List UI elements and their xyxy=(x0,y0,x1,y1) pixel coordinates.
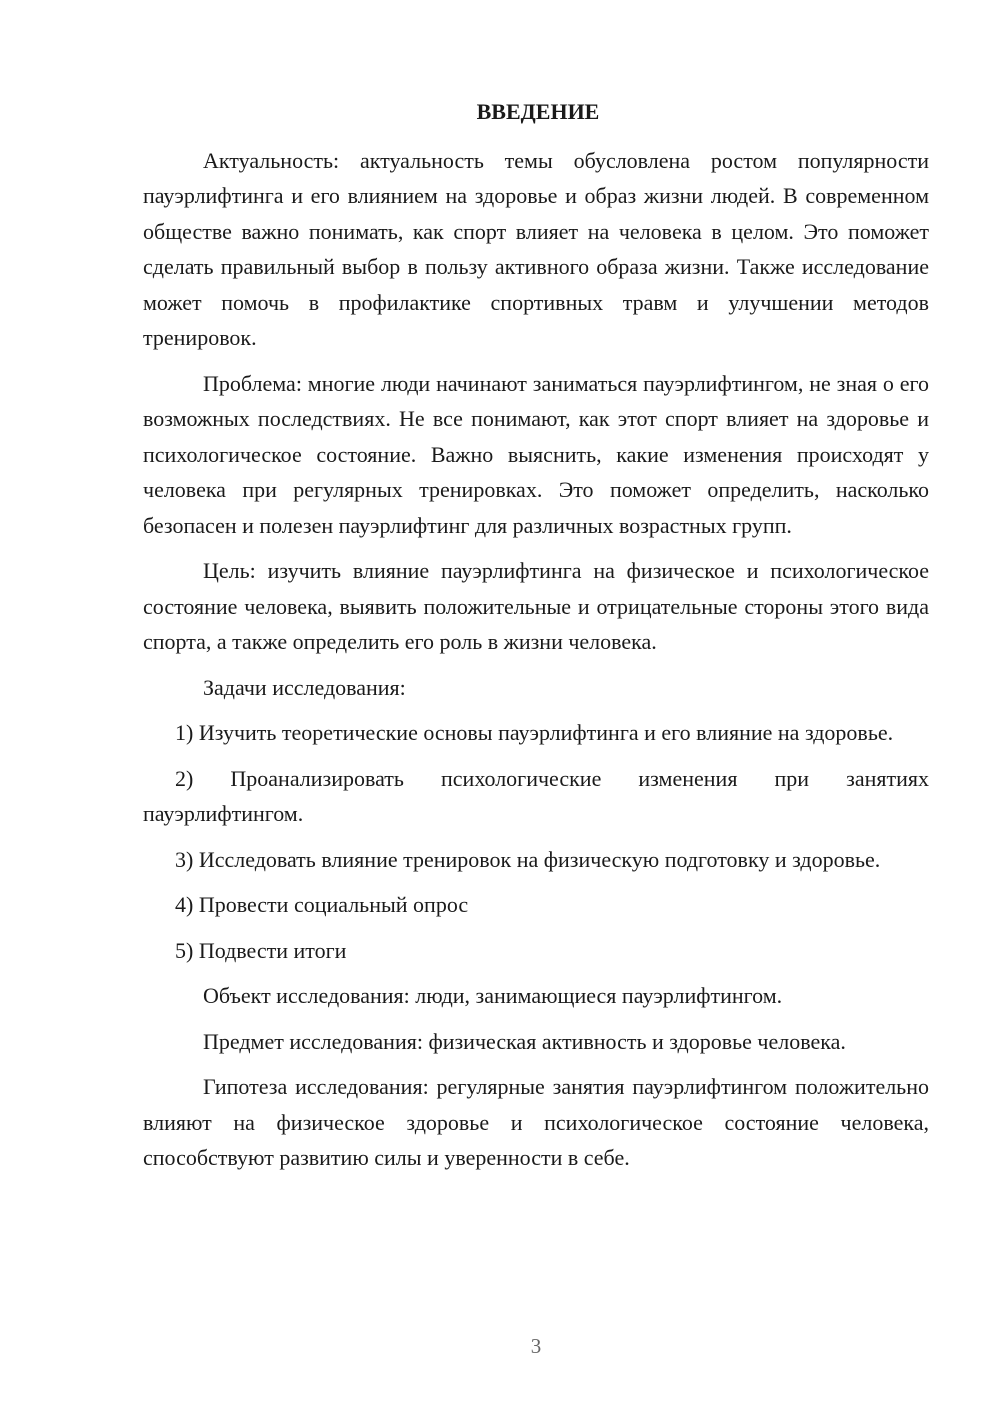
page-number: 3 xyxy=(530,1334,542,1358)
list-item: 5) Подвести итоги xyxy=(175,937,347,963)
problem-paragraph: Проблема: многие люди начинают заниматься пауэрлифтингом, не зная о его возможных последствиях. Не все понимают, как этот спорт влияет на здоровье и психологическое состояние. Важно выяснить, какие изменения происходят у человека при регулярных тренировках. Это поможет определить, насколько безопасен и полезен пауэрлифтинг для различных возрастных групп. xyxy=(143,370,929,538)
list-item: 4) Провести социальный опрос xyxy=(175,892,469,917)
tasks-heading: Задачи исследования: xyxy=(203,674,406,700)
object-paragraph: Объект исследования: люди, занимающиеся пауэрлифтингом. xyxy=(203,983,783,1008)
hypothesis-paragraph: Гипотеза исследования: регулярные занятия пауэрлифтингом положительно влияют на физическое здоровье и психологическое состояние человека, способствуют развитию силы и уверенности в себе. xyxy=(143,1074,929,1170)
relevance-paragraph: Актуальность: актуальность темы обусловлена ростом популярности пауэрлифтинга и его влиянием на здоровье и образ жизни людей. В современном обществе важно понимать, как спорт влияет на человека в целом. Это поможет сделать правильный выбор в пользу активного образа жизни. Также исследование может помочь в профилактике спортивных травм и улучшении методов тренировок. xyxy=(143,147,929,350)
page-title: ВВЕДЕНИЕ xyxy=(476,99,600,124)
tasks-list xyxy=(143,715,929,968)
list-item: 2) Проанализировать психологические изменения при занятиях пауэрлифтингом. xyxy=(143,765,929,826)
subject-paragraph: Предмет исследования: физическая активность и здоровье человека. xyxy=(203,1028,846,1054)
list-item: 1) Изучить теоретические основы пауэрлифтинга и его влияние на здоровье. xyxy=(175,720,894,745)
document-page xyxy=(143,94,929,1186)
list-item: 3) Исследовать влияние тренировок на физическую подготовку и здоровье. xyxy=(175,846,881,872)
goal-paragraph: Цель: изучить влияние пауэрлифтинга на физическое и психологическое состояние человека, выявить положительные и отрицательные стороны этого вида спорта, а также определить его роль в жизни человека. xyxy=(143,558,929,654)
